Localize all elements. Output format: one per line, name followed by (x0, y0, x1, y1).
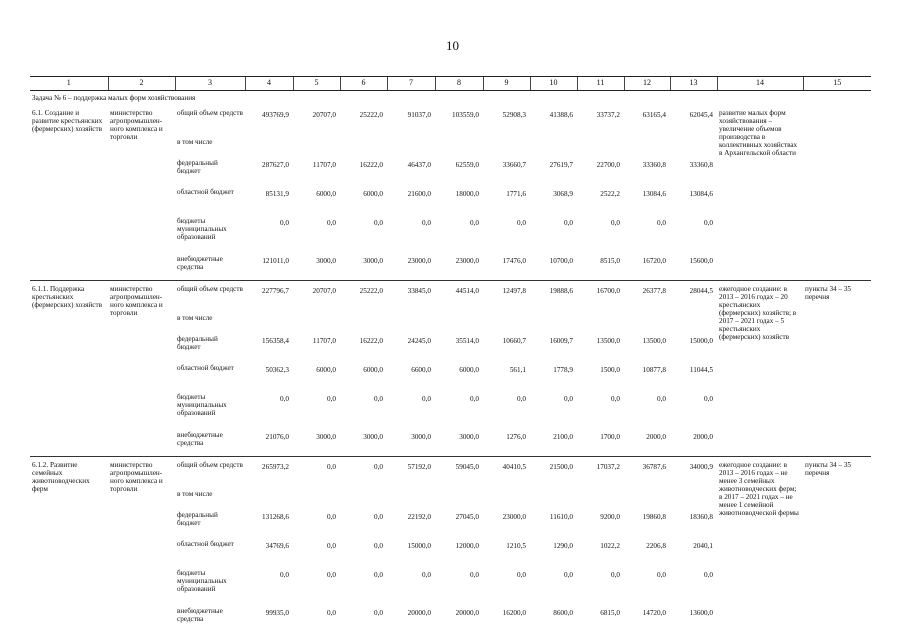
expected-result: ежегодное создание: в 2013 – 2016 годах – не менее 3 семейных животноводческих ферм; в 2017 – 2021 годах – не менее 1 семейной животноводческой фермы (719, 461, 799, 518)
column-header: 13 (670, 77, 717, 91)
indicator-ref: пункты 34 – 35 перечня (805, 461, 852, 478)
amount-cell: 17037,2 (596, 463, 620, 471)
amount-cell: 14720,0 (642, 609, 666, 617)
amount-cell: 62045,4 (689, 111, 713, 119)
amount-cell (483, 486, 530, 507)
expected-result: развитие малых форм хозяйствования – увеличение объемов производства в коллективных хозяйствах в Архангельской области (719, 109, 798, 158)
column-header: 7 (387, 77, 435, 91)
amount-cell: 23000,0 (502, 513, 526, 521)
amount-cell (530, 310, 577, 331)
amount-cell: 16700,0 (596, 287, 620, 295)
section-name: 6.1. Создание и развитие крестьянских (фермерских) хозяйств (32, 109, 103, 134)
section-executor: министерство агропромышлен-ного комплекса и торговли (110, 109, 163, 142)
amount-cell: 131268,6 (262, 513, 289, 521)
amount-cell: 0,0 (611, 219, 620, 227)
amount-cell: 18360,8 (689, 513, 713, 521)
amount-cell: 0,0 (611, 571, 620, 579)
amount-cell: 33845,0 (407, 287, 431, 295)
amount-cell: 0,0 (517, 395, 526, 403)
amount-cell: 3000,0 (459, 433, 479, 441)
funding-source: областной бюджет (177, 188, 234, 196)
amount-cell: 0,0 (704, 395, 713, 403)
amount-cell: 18000,0 (455, 190, 479, 198)
amount-cell: 3000,0 (363, 257, 383, 265)
amount-cell: 0,0 (327, 571, 336, 579)
column-header: 5 (293, 77, 340, 91)
amount-cell (435, 486, 483, 507)
amount-cell: 33660,7 (502, 161, 526, 169)
amount-cell: 0,0 (470, 219, 479, 227)
amount-cell: 0,0 (657, 395, 666, 403)
table-body (30, 77, 871, 633)
amount-cell: 11707,0 (312, 337, 336, 345)
amount-cell: 0,0 (704, 219, 713, 227)
amount-cell: 11044,5 (689, 366, 713, 374)
funding-source: внебюджетные средства (177, 431, 223, 448)
amount-cell (245, 486, 293, 507)
task-title: Задача № 6 – поддержка малых форм хозяйствования (32, 94, 196, 102)
amount-cell: 0,0 (564, 219, 573, 227)
page-number: 10 (446, 38, 459, 53)
amount-cell: 40410,5 (502, 463, 526, 471)
amount-cell (577, 310, 624, 331)
amount-cell: 0,0 (517, 219, 526, 227)
funding-source: внебюджетные средства (177, 607, 223, 624)
amount-cell: 34769,6 (265, 542, 289, 550)
amount-cell: 25222,0 (359, 111, 383, 119)
amount-cell: 6000,0 (316, 366, 336, 374)
amount-cell: 41388,6 (549, 111, 573, 119)
amount-cell: 16009,7 (549, 337, 573, 345)
column-header: 4 (245, 77, 293, 91)
amount-cell: 10700,0 (549, 257, 573, 265)
amount-cell: 0,0 (517, 571, 526, 579)
amount-cell: 85131,9 (265, 190, 289, 198)
amount-cell: 3000,0 (363, 433, 383, 441)
amount-cell: 22700,0 (596, 161, 620, 169)
amount-cell: 0,0 (327, 395, 336, 403)
amount-cell: 9200,0 (600, 513, 620, 521)
amount-cell (245, 310, 293, 331)
amount-cell: 11610,0 (549, 513, 573, 521)
amount-cell: 33737,2 (596, 111, 620, 119)
amount-cell: 0,0 (564, 395, 573, 403)
amount-cell: 21500,0 (549, 463, 573, 471)
amount-cell (483, 134, 530, 155)
amount-cell: 3000,0 (411, 433, 431, 441)
amount-cell: 2000,0 (646, 433, 666, 441)
amount-cell: 16222,0 (359, 161, 383, 169)
funding-source: федеральный бюджет (177, 511, 218, 528)
amount-cell: 2100,0 (553, 433, 573, 441)
amount-cell: 62559,0 (455, 161, 479, 169)
amount-cell: 103559,0 (452, 111, 479, 119)
amount-cell: 34000,9 (689, 463, 713, 471)
amount-cell: 0,0 (280, 219, 289, 227)
amount-cell (387, 486, 435, 507)
amount-cell (245, 134, 293, 155)
amount-cell: 0,0 (470, 395, 479, 403)
amount-cell (435, 134, 483, 155)
column-header: 1 (30, 77, 108, 91)
amount-cell: 156358,4 (262, 337, 289, 345)
section-executor: министерство агропромышлен-ного комплекса и торговли (110, 461, 163, 494)
amount-cell: 12497,8 (502, 287, 526, 295)
funding-source: внебюджетные средства (177, 255, 223, 272)
amount-cell: 10660,7 (502, 337, 526, 345)
amount-cell: 20000,0 (455, 609, 479, 617)
column-header: 9 (483, 77, 530, 91)
funding-source: федеральный бюджет (177, 335, 218, 352)
amount-cell (435, 310, 483, 331)
funding-source: в том числе (177, 314, 213, 322)
amount-cell: 16720,0 (642, 257, 666, 265)
amount-cell: 27619,7 (549, 161, 573, 169)
funding-source: общий объем средств (177, 109, 243, 117)
amount-cell: 1500,0 (600, 366, 620, 374)
amount-cell (670, 310, 717, 331)
table-row (30, 105, 871, 134)
amount-cell: 3068,9 (553, 190, 573, 198)
amount-cell: 19888,6 (549, 287, 573, 295)
amount-cell: 0,0 (280, 395, 289, 403)
amount-cell: 13500,0 (642, 337, 666, 345)
amount-cell (530, 134, 577, 155)
amount-cell: 91037,0 (407, 111, 431, 119)
amount-cell: 0,0 (422, 571, 431, 579)
funding-source: в том числе (177, 490, 213, 498)
amount-cell: 6815,0 (600, 609, 620, 617)
amount-cell: 17476,0 (502, 257, 526, 265)
amount-cell: 15000,0 (689, 337, 713, 345)
amount-cell: 13500,0 (596, 337, 620, 345)
amount-cell: 2522,2 (600, 190, 620, 198)
amount-cell: 2040,1 (693, 542, 713, 550)
amount-cell: 6000,0 (363, 366, 383, 374)
amount-cell: 0,0 (611, 395, 620, 403)
amount-cell: 0,0 (327, 513, 336, 521)
funding-source: в том числе (177, 138, 213, 146)
column-header: 15 (803, 77, 871, 91)
amount-cell (483, 310, 530, 331)
amount-cell: 0,0 (422, 219, 431, 227)
column-header: 10 (530, 77, 577, 91)
section-executor: министерство агропромышлен-ного комплекса и торговли (110, 285, 163, 318)
amount-cell: 46437,0 (407, 161, 431, 169)
amount-cell: 19860,8 (642, 513, 666, 521)
amount-cell: 0,0 (374, 609, 383, 617)
amount-cell (624, 134, 670, 155)
amount-cell: 0,0 (374, 395, 383, 403)
amount-cell: 13084,6 (689, 190, 713, 198)
amount-cell: 1022,2 (600, 542, 620, 550)
amount-cell: 50362,3 (265, 366, 289, 374)
column-header: 8 (435, 77, 483, 91)
expected-result: ежегодное создание: в 2013 – 2016 годах – 20 крестьянских (фермерских) хозяйств; в 2017 – 2021 годах – 5 крестьянских (фермерских) хозяйств (719, 285, 797, 342)
amount-cell: 3000,0 (316, 433, 336, 441)
amount-cell: 1778,9 (553, 366, 573, 374)
amount-cell: 0,0 (374, 219, 383, 227)
amount-cell (340, 134, 387, 155)
amount-cell: 0,0 (374, 463, 383, 471)
amount-cell: 15000,0 (407, 542, 431, 550)
amount-cell (530, 486, 577, 507)
amount-cell: 11707,0 (312, 161, 336, 169)
amount-cell: 2000,0 (693, 433, 713, 441)
amount-cell: 0,0 (280, 571, 289, 579)
amount-cell: 493769,9 (262, 111, 289, 119)
amount-cell: 10877,8 (642, 366, 666, 374)
amount-cell: 0,0 (470, 571, 479, 579)
amount-cell: 265973,2 (262, 463, 289, 471)
amount-cell: 287627,0 (262, 161, 289, 169)
amount-cell: 26377,8 (642, 287, 666, 295)
amount-cell: 57192,0 (407, 463, 431, 471)
indicator-ref: пункты 34 – 35 перечня (805, 285, 852, 302)
funding-source: областной бюджет (177, 540, 234, 548)
amount-cell: 121011,0 (262, 257, 289, 265)
column-header: 2 (108, 77, 175, 91)
amount-cell: 99935,0 (265, 609, 289, 617)
amount-cell: 16222,0 (359, 337, 383, 345)
funding-source: бюджеты муниципальных образований (177, 217, 227, 242)
amount-cell: 16200,0 (502, 609, 526, 617)
column-header: 11 (577, 77, 624, 91)
amount-cell: 1700,0 (600, 433, 620, 441)
column-header-row (30, 77, 871, 91)
funding-source: бюджеты муниципальных образований (177, 393, 227, 418)
amount-cell: 8600,0 (553, 609, 573, 617)
task-row (30, 91, 871, 106)
amount-cell (577, 134, 624, 155)
amount-cell: 22192,0 (407, 513, 431, 521)
amount-cell: 6000,0 (459, 366, 479, 374)
amount-cell: 1210,5 (506, 542, 526, 550)
amount-cell: 8515,0 (600, 257, 620, 265)
amount-cell: 0,0 (327, 609, 336, 617)
amount-cell: 21600,0 (407, 190, 431, 198)
amount-cell: 27045,0 (455, 513, 479, 521)
amount-cell: 21076,0 (265, 433, 289, 441)
amount-cell (387, 310, 435, 331)
amount-cell: 0,0 (422, 395, 431, 403)
amount-cell: 0,0 (657, 219, 666, 227)
column-header: 14 (717, 77, 803, 91)
amount-cell (293, 486, 340, 507)
amount-cell: 59045,0 (455, 463, 479, 471)
amount-cell: 0,0 (374, 571, 383, 579)
amount-cell: 33360,8 (689, 161, 713, 169)
amount-cell: 6000,0 (363, 190, 383, 198)
amount-cell (624, 486, 670, 507)
amount-cell: 23000,0 (455, 257, 479, 265)
table-row (30, 457, 871, 487)
amount-cell: 0,0 (374, 513, 383, 521)
amount-cell (293, 310, 340, 331)
amount-cell: 0,0 (327, 219, 336, 227)
amount-cell: 25222,0 (359, 287, 383, 295)
amount-cell (340, 486, 387, 507)
funding-source: общий объем средств (177, 461, 243, 469)
amount-cell: 33360,8 (642, 161, 666, 169)
amount-cell: 3000,0 (316, 257, 336, 265)
amount-cell: 24245,0 (407, 337, 431, 345)
amount-cell (624, 310, 670, 331)
funding-source: бюджеты муниципальных образований (177, 569, 227, 594)
amount-cell (670, 486, 717, 507)
amount-cell: 13600,0 (689, 609, 713, 617)
amount-cell: 6600,0 (411, 366, 431, 374)
funding-source: общий объем средств (177, 285, 243, 293)
amount-cell: 0,0 (704, 571, 713, 579)
amount-cell: 28044,5 (689, 287, 713, 295)
amount-cell (670, 134, 717, 155)
amount-cell: 36787,6 (642, 463, 666, 471)
amount-cell: 20000,0 (407, 609, 431, 617)
funding-source: областной бюджет (177, 364, 234, 372)
amount-cell (293, 134, 340, 155)
amount-cell: 227796,7 (262, 287, 289, 295)
table-row (30, 281, 871, 311)
amount-cell: 0,0 (327, 463, 336, 471)
funding-source: федеральный бюджет (177, 159, 218, 176)
amount-cell: 15600,0 (689, 257, 713, 265)
amount-cell: 0,0 (374, 542, 383, 550)
amount-cell: 2206,8 (646, 542, 666, 550)
program-table (30, 76, 871, 632)
amount-cell: 12000,0 (455, 542, 479, 550)
section-name: 6.1.1. Поддержка крестьянских (фермерских) хозяйств (32, 285, 103, 310)
section-name: 6.1.2. Развитие семейных животноводческих ферм (32, 461, 90, 494)
amount-cell (577, 486, 624, 507)
column-header: 3 (175, 77, 245, 91)
indicator-ref (803, 105, 871, 280)
amount-cell: 20707,0 (312, 111, 336, 119)
amount-cell (340, 310, 387, 331)
amount-cell: 52908,3 (502, 111, 526, 119)
column-header: 12 (624, 77, 670, 91)
amount-cell: 1276,0 (506, 433, 526, 441)
amount-cell: 44514,0 (455, 287, 479, 295)
amount-cell: 35514,0 (455, 337, 479, 345)
amount-cell: 0,0 (327, 542, 336, 550)
amount-cell: 23000,0 (407, 257, 431, 265)
column-header: 6 (340, 77, 387, 91)
amount-cell: 1771,6 (506, 190, 526, 198)
amount-cell: 6000,0 (316, 190, 336, 198)
amount-cell: 63165,4 (642, 111, 666, 119)
amount-cell: 1290,0 (553, 542, 573, 550)
amount-cell: 0,0 (564, 571, 573, 579)
amount-cell: 561,1 (509, 366, 526, 374)
amount-cell: 20707,0 (312, 287, 336, 295)
amount-cell: 0,0 (657, 571, 666, 579)
amount-cell: 13084,6 (642, 190, 666, 198)
amount-cell (387, 134, 435, 155)
